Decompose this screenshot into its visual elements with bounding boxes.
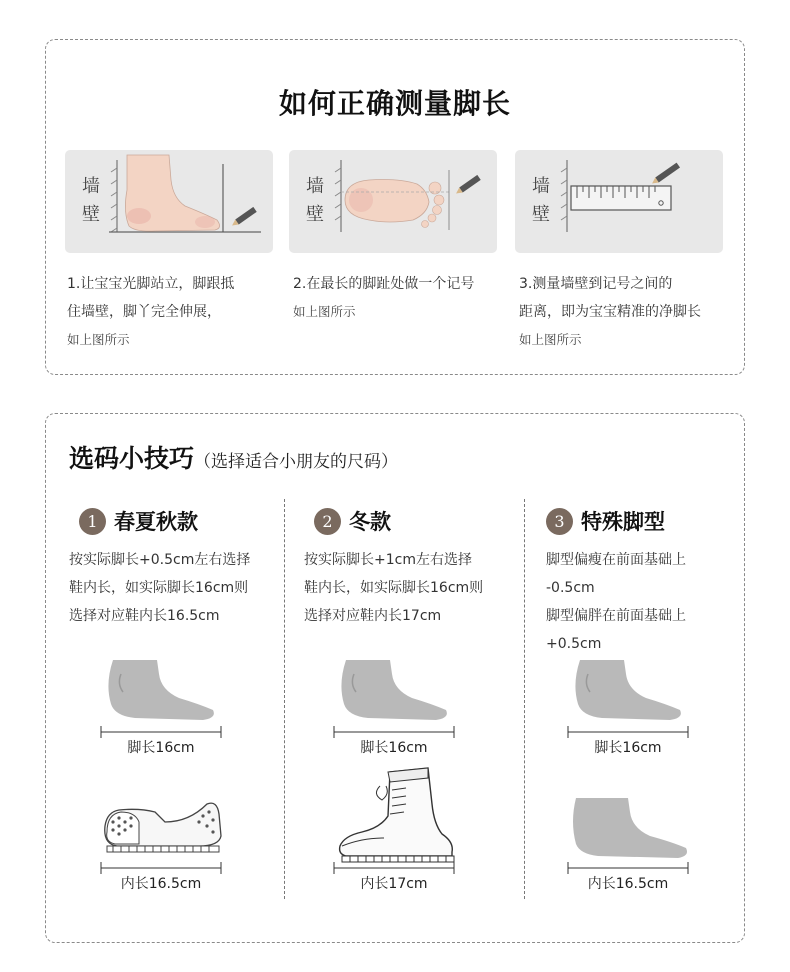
foot-length-caption: 脚长16cm xyxy=(360,740,428,756)
desc-line: +0.5cm xyxy=(546,636,602,652)
pencil-icon xyxy=(650,163,680,186)
desc-line: 鞋内长，如实际脚长16cm则 xyxy=(69,580,249,596)
tip-column-header xyxy=(79,506,198,536)
tip-column-1 xyxy=(69,414,279,942)
column-divider xyxy=(284,499,285,899)
step-1-line-2: 住墙壁，脚丫完全伸展， xyxy=(67,304,221,320)
tip-column-description xyxy=(546,546,751,658)
step-3-note: 如上图所示 xyxy=(519,332,582,347)
step-1-line-1: 1.让宝宝光脚站立，脚跟抵 xyxy=(67,276,235,292)
step-3-illustration xyxy=(515,150,723,253)
gray-foot-icon xyxy=(332,654,458,738)
desc-line: 选择对应鞋内长16.5cm xyxy=(69,608,220,624)
step-2-text xyxy=(293,270,508,326)
tip-column-description xyxy=(304,546,509,630)
wall-char-1: 墙 xyxy=(82,176,100,197)
step-3-text xyxy=(519,270,741,354)
step-3-line-2: 距离，即为宝宝精准的净脚长 xyxy=(519,304,701,320)
step-2-illustration xyxy=(289,150,497,253)
desc-line: 选择对应鞋内长17cm xyxy=(304,608,442,624)
number-badge: 2 xyxy=(314,508,341,535)
tips-panel xyxy=(45,413,745,943)
boot-icon xyxy=(332,764,458,876)
tip-column-description xyxy=(69,546,274,630)
tip-column-header xyxy=(314,506,391,536)
desc-line: 按实际脚长+0.5cm左右选择 xyxy=(69,552,251,568)
wall-label xyxy=(82,173,104,229)
column-divider xyxy=(524,499,525,899)
step-3-line-1: 3.测量墙壁到记号之间的 xyxy=(519,276,673,292)
inner-length-caption: 内长16.5cm xyxy=(587,876,669,892)
tip-column-title: 春夏秋款 xyxy=(114,509,198,534)
wall-char-1: 墙 xyxy=(532,176,550,197)
desc-line: -0.5cm xyxy=(546,580,595,596)
wall-char-1: 墙 xyxy=(306,176,324,197)
wall-label xyxy=(532,173,554,229)
wall-char-2: 壁 xyxy=(82,204,100,225)
step-1-illustration xyxy=(65,150,273,253)
measure-panel xyxy=(45,39,745,375)
foot-length-caption: 脚长16cm xyxy=(127,740,195,756)
step-1-text xyxy=(67,270,282,354)
gray-foot-icon xyxy=(566,654,692,738)
wall-char-2: 壁 xyxy=(306,204,324,225)
step-1-note: 如上图所示 xyxy=(67,332,130,347)
wall-label xyxy=(306,173,328,229)
desc-line: 脚型偏胖在前面基础上 xyxy=(546,608,686,624)
step-2-line-1: 2.在最长的脚趾处做一个记号 xyxy=(293,276,475,292)
tip-column-title: 冬款 xyxy=(349,509,391,534)
inner-length-caption: 内长17cm xyxy=(360,876,428,892)
number-badge: 3 xyxy=(546,508,573,535)
polka-dot-shoe-icon xyxy=(99,792,225,876)
desc-line: 鞋内长，如实际脚长16cm则 xyxy=(304,580,484,596)
tips-title: 选码小技巧 xyxy=(69,444,195,473)
tips-subtitle: （选择适合小朋友的尺码） xyxy=(194,452,399,472)
inner-length-caption: 内长16.5cm xyxy=(120,876,202,892)
tip-column-2 xyxy=(304,414,519,942)
step-2-note: 如上图所示 xyxy=(293,304,356,319)
foot-length-caption: 脚长16cm xyxy=(594,740,662,756)
desc-line: 按实际脚长+1cm左右选择 xyxy=(304,552,472,568)
tip-column-title: 特殊脚型 xyxy=(581,509,665,534)
gray-foot-icon xyxy=(566,792,692,876)
wall-char-2: 壁 xyxy=(532,204,550,225)
page-title: 如何正确测量脚长 xyxy=(278,87,511,120)
gray-foot-icon xyxy=(99,654,225,738)
number-badge: 1 xyxy=(79,508,106,535)
desc-line: 脚型偏瘦在前面基础上 xyxy=(546,552,686,568)
tip-column-3 xyxy=(546,414,741,942)
tip-column-header xyxy=(546,506,665,536)
